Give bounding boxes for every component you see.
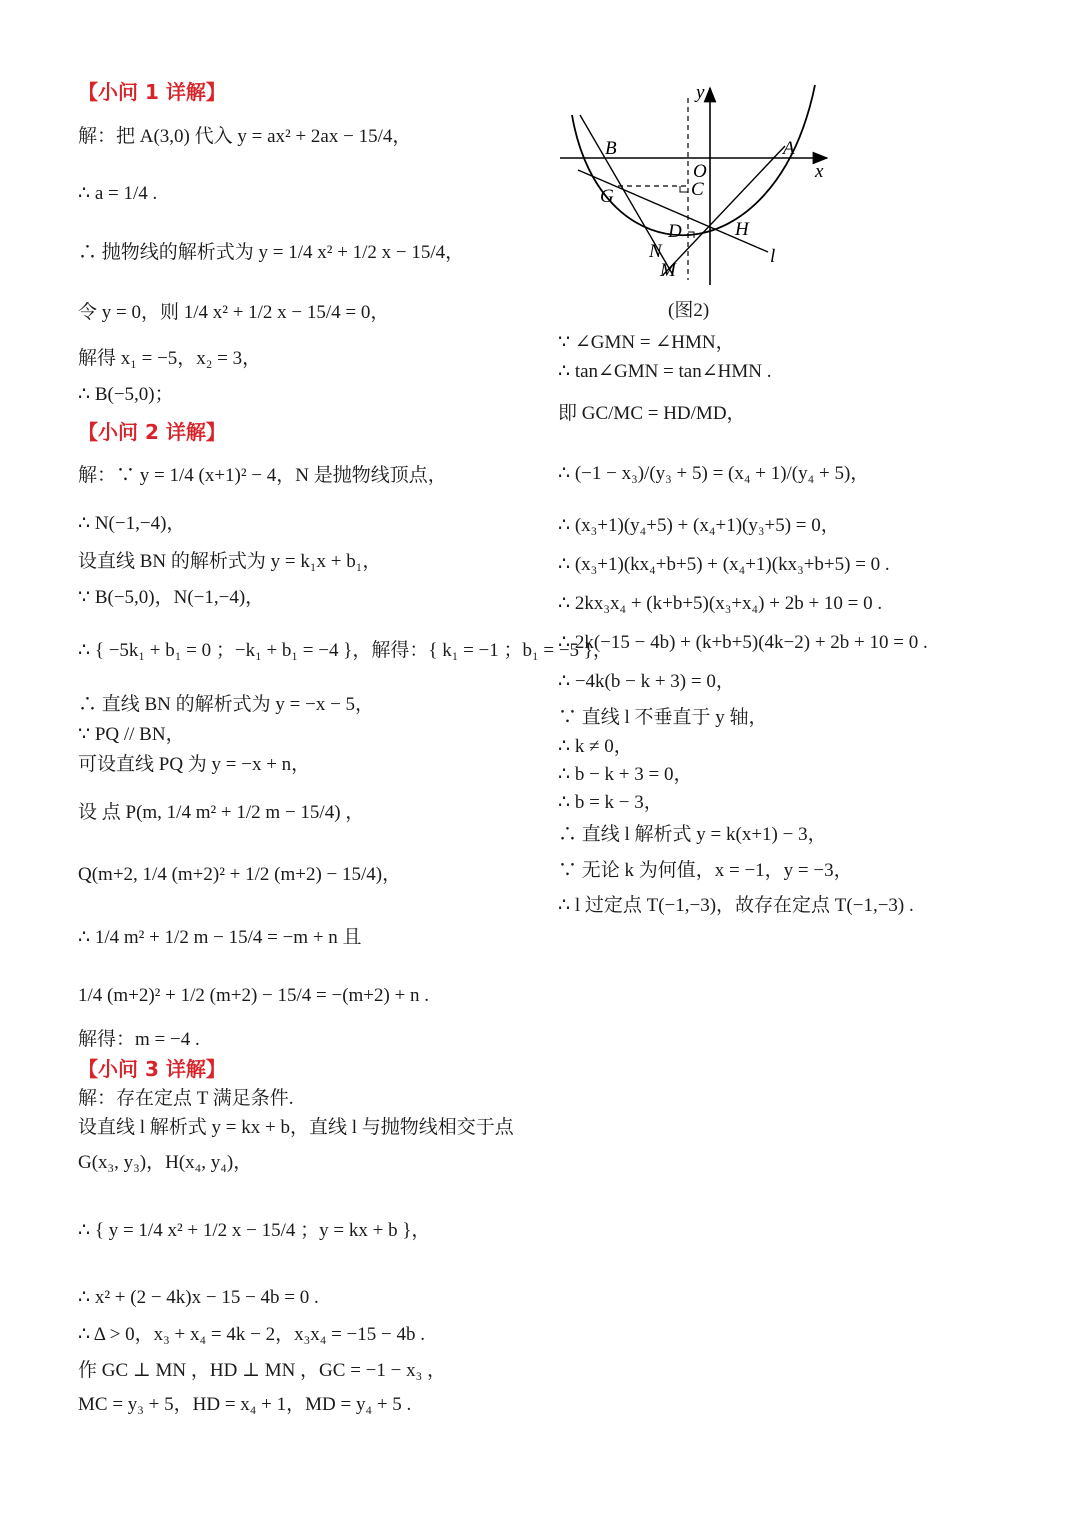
figure-2-diagram	[560, 80, 840, 295]
solution-line: ∴ l 过定点 T(−1,−3)，故存在定点 T(−1,−3) .	[558, 895, 914, 916]
solution-line: ∵ B(−5,0)，N(−1,−4)，	[78, 587, 265, 608]
solution-line: ∴ 1/4 m² + 1/2 m − 15/4 = −m + n 且	[78, 927, 362, 948]
solution-line: 设直线 l 解析式 y = kx + b，直线 l 与抛物线相交于点	[78, 1117, 514, 1138]
solution-line: ∴ B(−5,0)；	[78, 384, 174, 405]
solution-line: ∵ PQ // BN，	[78, 724, 185, 745]
solution-line: 可设直线 PQ 为 y = −x + n，	[78, 754, 311, 775]
solution-line: ∵ 直线 l 不垂直于 y 轴，	[558, 707, 768, 728]
solution-line: 解得：m = −4 .	[78, 1029, 200, 1050]
solution-line: ∴ (x₃+1)(y₄+5) + (x₄+1)(y₃+5) = 0，	[558, 515, 840, 536]
figure-caption: (图2)	[668, 300, 710, 321]
solution-line: ∵ 无论 k 为何值，x = −1，y = −3，	[558, 860, 853, 881]
solution-line: 设 点 P(m, 1/4 m² + 1/2 m − 15/4) ，	[78, 802, 365, 823]
label-y: y	[696, 82, 705, 103]
label-l: l	[770, 246, 776, 267]
solution-line: ∴ k ≠ 0，	[558, 736, 633, 757]
solution-line: 令 y = 0，则 1/4 x² + 1/2 x − 15/4 = 0，	[78, 302, 390, 323]
solution-line: ∴ Δ > 0，x₃ + x₄ = 4k − 2，x₃x₄ = −15 − 4b .	[78, 1324, 425, 1345]
solution-line: 解：存在定点 T 满足条件.	[78, 1088, 294, 1109]
solution-line: ∴ (−1 − x₃)/(y₃ + 5) = (x₄ + 1)/(y₄ + 5)，	[558, 463, 870, 484]
solution-line: ∵ ∠GMN = ∠HMN，	[558, 332, 735, 353]
solution-line: G(x₃, y₃)，H(x₄, y₄)，	[78, 1152, 253, 1173]
solution-line: 解：∵ y = 1/4 (x+1)² − 4，N 是抛物线顶点，	[78, 465, 447, 486]
solution-line: ∴ { y = 1/4 x² + 1/2 x − 15/4 ；y = kx + b }，	[78, 1220, 431, 1241]
solution-line: ∴ 2kx₃x₄ + (k+b+5)(x₃+x₄) + 2b + 10 = 0 .	[558, 593, 883, 614]
label-a: A	[783, 138, 795, 159]
label-c: C	[691, 179, 704, 200]
section-heading: 【小问 3 详解】	[78, 1057, 226, 1081]
solution-line: ∴ 直线 BN 的解析式为 y = −x − 5，	[78, 694, 375, 715]
label-h: H	[735, 219, 749, 240]
solution-line: 即 GC/MC = HD/MD，	[558, 403, 746, 424]
solution-line: 解：把 A(3,0) 代入 y = ax² + 2ax − 15/4，	[78, 126, 412, 147]
section-heading: 【小问 1 详解】	[78, 80, 226, 104]
solution-line: 解得 x₁ = −5，x₂ = 3，	[78, 348, 262, 369]
solution-line: ∴ b = k − 3，	[558, 792, 663, 813]
label-m: M	[660, 260, 676, 281]
label-g: G	[600, 186, 614, 207]
line-mh	[663, 146, 785, 275]
solution-line: 作 GC ⊥ MN ，HD ⊥ MN ，GC = −1 − x₃ ，	[78, 1360, 446, 1381]
solution-line: ∴ b − k + 3 = 0，	[558, 764, 693, 785]
label-n: N	[649, 241, 662, 262]
solution-line: 1/4 (m+2)² + 1/2 (m+2) − 15/4 = −(m+2) + n .	[78, 985, 430, 1006]
solution-line: ∴ −4k(b − k + 3) = 0，	[558, 671, 735, 692]
solution-line: ∴ a = 1/4 .	[78, 183, 158, 204]
solution-line: 设直线 BN 的解析式为 y = k₁x + b₁，	[78, 551, 382, 572]
label-x: x	[815, 161, 824, 182]
solution-line: ∴ 抛物线的解析式为 y = 1/4 x² + 1/2 x − 15/4，	[78, 242, 465, 263]
solution-line: ∴ 直线 l 解析式 y = k(x+1) − 3，	[558, 824, 827, 845]
solution-line: Q(m+2, 1/4 (m+2)² + 1/2 (m+2) − 15/4)，	[78, 864, 402, 885]
solution-line: ∴ N(−1,−4)，	[78, 513, 186, 534]
label-o: O	[693, 161, 707, 182]
label-b: B	[605, 138, 617, 159]
right-angle-c	[680, 186, 688, 192]
solution-line: ∴ tan∠GMN = tan∠HMN .	[558, 361, 772, 382]
solution-line: MC = y₃ + 5，HD = x₄ + 1，MD = y₄ + 5 .	[78, 1394, 412, 1415]
solution-line: ∴ { −5k₁ + b₁ = 0 ；−k₁ + b₁ = −4 }，解得：{ k₁ = −1 ；b₁ = −5 }，	[78, 640, 612, 661]
solution-line: ∴ 2k(−15 − 4b) + (k+b+5)(4k−2) + 2b + 10 = 0 .	[558, 632, 928, 653]
section-heading: 【小问 2 详解】	[78, 420, 226, 444]
solution-line: ∴ (x₃+1)(kx₄+b+5) + (x₄+1)(kx₃+b+5) = 0 .	[558, 554, 890, 575]
solution-line: ∴ x² + (2 − 4k)x − 15 − 4b = 0 .	[78, 1287, 319, 1308]
label-d: D	[668, 221, 682, 242]
